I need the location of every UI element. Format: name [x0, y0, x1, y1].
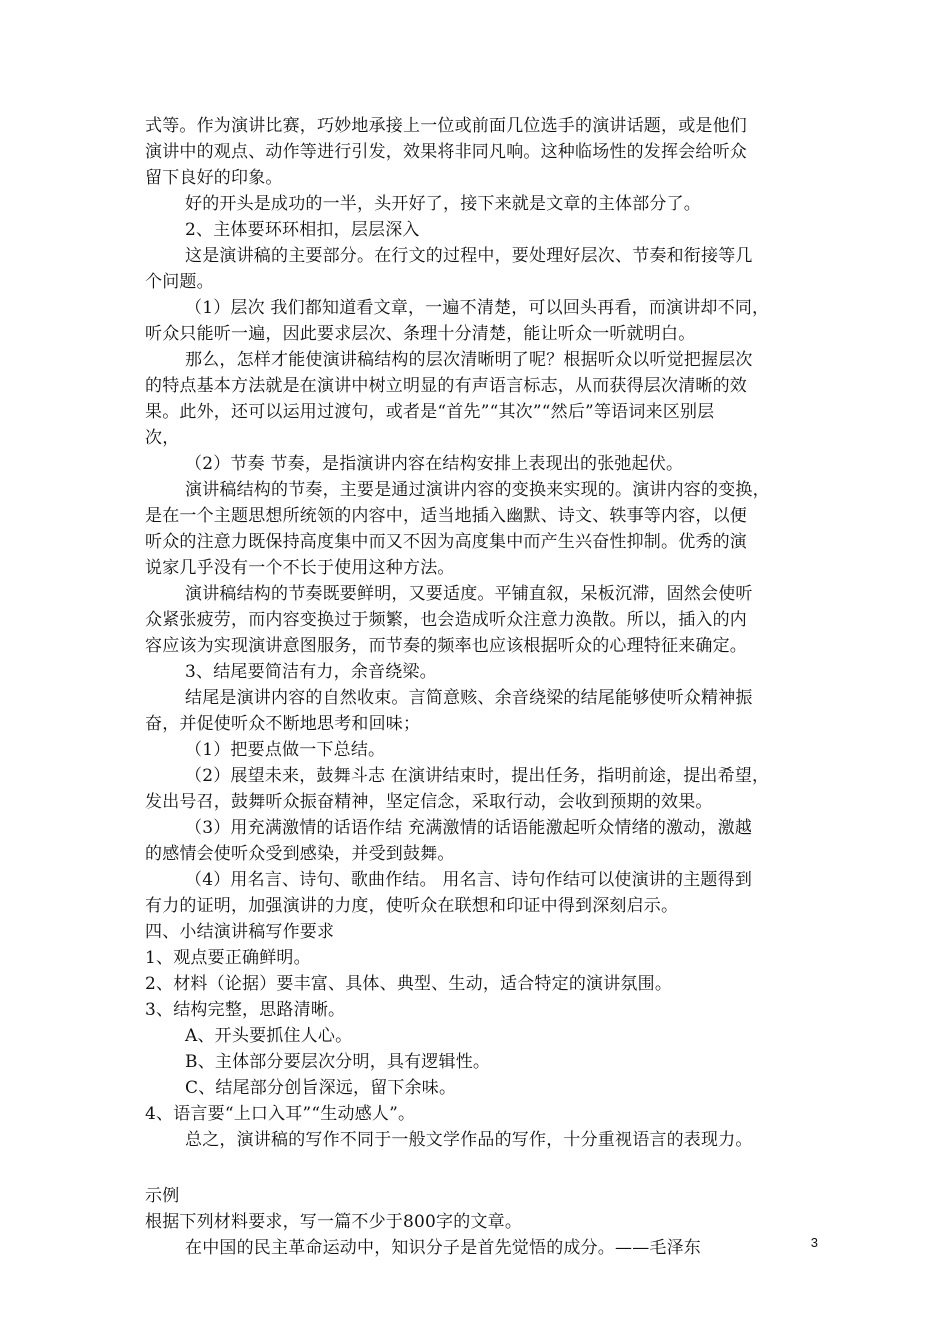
text-line: 这是演讲稿的主要部分。在行文的过程中，要处理好层次、节奏和衔接等几 [185, 246, 753, 266]
text-line: 是在一个主题思想所统领的内容中，适当地插入幽默、诗文、轶事等内容，以便 [145, 506, 747, 526]
paragraph-gap [145, 1153, 813, 1183]
text-line: （1）把要点做一下总结。 [185, 740, 386, 760]
text-line: 式等。作为演讲比赛，巧妙地承接上一位或前面几位选手的演讲话题，或是他们 [145, 116, 747, 136]
text-line: 好的开头是成功的一半，头开好了，接下来就是文章的主体部分了。 [185, 194, 701, 214]
text-line: 留下良好的印象。 [145, 168, 283, 188]
list-item: 1、观点要正确鲜明。 [145, 948, 311, 968]
text-line: 根据下列材料要求，写一篇不少于800字的文章。 [145, 1212, 523, 1232]
text-line: （1）层次 我们都知道看文章，一遍不清楚，可以回头再看，而演讲却不同， [185, 298, 770, 318]
example-heading: 示例 [145, 1186, 180, 1206]
text-line: 容应该为实现演讲意图服务，而节奏的频率也应该根据听众的心理特征来确定。 [145, 636, 747, 656]
text-line: 有力的证明，加强演讲的力度，使听众在联想和印证中得到深刻启示。 [145, 896, 679, 916]
list-item: 4、语言要“上口入耳”“生动感人”。 [145, 1104, 416, 1124]
text-line: 的特点基本方法就是在演讲中树立明显的有声语言标志，从而获得层次清晰的效 [145, 376, 747, 396]
list-subitem: C、结尾部分创旨深远，留下余味。 [185, 1078, 457, 1098]
text-line: （2）展望未来，鼓舞斗志 在演讲结束时，提出任务，指明前途，提出希望， [185, 766, 770, 786]
list-subitem: A、开头要抓住人心。 [185, 1026, 353, 1046]
text-line: 听众只能听一遍，因此要求层次、条理十分清楚，能让听众一听就明白。 [145, 324, 696, 344]
text-line: （4）用名言、诗句、歌曲作结。 用名言、诗句作结可以使演讲的主题得到 [185, 870, 753, 890]
list-item: 2、材料（论据）要丰富、具体、典型、生动，适合特定的演讲氛围。 [145, 974, 673, 994]
section-heading: 四、小结演讲稿写作要求 [145, 922, 335, 942]
text-line: 演讲稿结构的节奏，主要是通过演讲内容的变换来实现的。演讲内容的变换， [185, 480, 770, 500]
text-line: 众紧张疲劳，而内容变换过于频繁，也会造成听众注意力涣散。所以，插入的内 [145, 610, 747, 630]
list-subitem: B、主体部分要层次分明，具有逻辑性。 [185, 1052, 491, 1072]
text-line: 结尾是演讲内容的自然收束。言简意赅、余音绕梁的结尾能够使听众精神振 [185, 688, 753, 708]
body-text [145, 113, 813, 1261]
text-line: 次， [145, 428, 180, 448]
list-item: 3、结构完整，思路清晰。 [145, 1000, 346, 1020]
text-line: 的感情会使听众受到感染，并受到鼓舞。 [145, 844, 455, 864]
text-line: 个问题。 [145, 272, 214, 292]
text-line: 说家几乎没有一个不长于使用这种方法。 [145, 558, 455, 578]
text-line: 发出号召，鼓舞听众振奋精神，坚定信念，采取行动，会收到预期的效果。 [145, 792, 713, 812]
text-line: （3）用充满激情的话语作结 充满激情的话语能激起听众情绪的激动，激越 [185, 818, 753, 838]
text-line: 听众的注意力既保持高度集中而又不因为高度集中而产生兴奋性抑制。优秀的演 [145, 532, 747, 552]
text-line: （2）节奏 节奏，是指演讲内容在结构安排上表现出的张弛起伏。 [185, 454, 684, 474]
text-line: 那么，怎样才能使演讲稿结构的层次清晰明了呢？根据听众以听觉把握层次 [185, 350, 753, 370]
text-line: 果。此外，还可以运用过渡句，或者是“首先”“其次”“然后”等语词来区别层 [145, 402, 715, 422]
quote-line: 在中国的民主革命运动中，知识分子是首先觉悟的成分。——毛泽东 [185, 1238, 701, 1258]
section-heading: 3、结尾要简洁有力，余音绕梁。 [185, 662, 437, 682]
section-heading: 2、主体要环环相扣，层层深入 [185, 220, 420, 240]
text-line: 演讲稿结构的节奏既要鲜明，又要适度。平铺直叙，呆板沉滞，固然会使听 [185, 584, 753, 604]
text-line: 奋，并促使听众不断地思考和回味； [145, 714, 421, 734]
text-line: 演讲中的观点、动作等进行引发，效果将非同凡响。这种临场性的发挥会给听众 [145, 142, 747, 162]
page-number: 3 [810, 1235, 818, 1250]
text-line: 总之，演讲稿的写作不同于一般文学作品的写作，十分重视语言的表现力。 [185, 1130, 753, 1150]
